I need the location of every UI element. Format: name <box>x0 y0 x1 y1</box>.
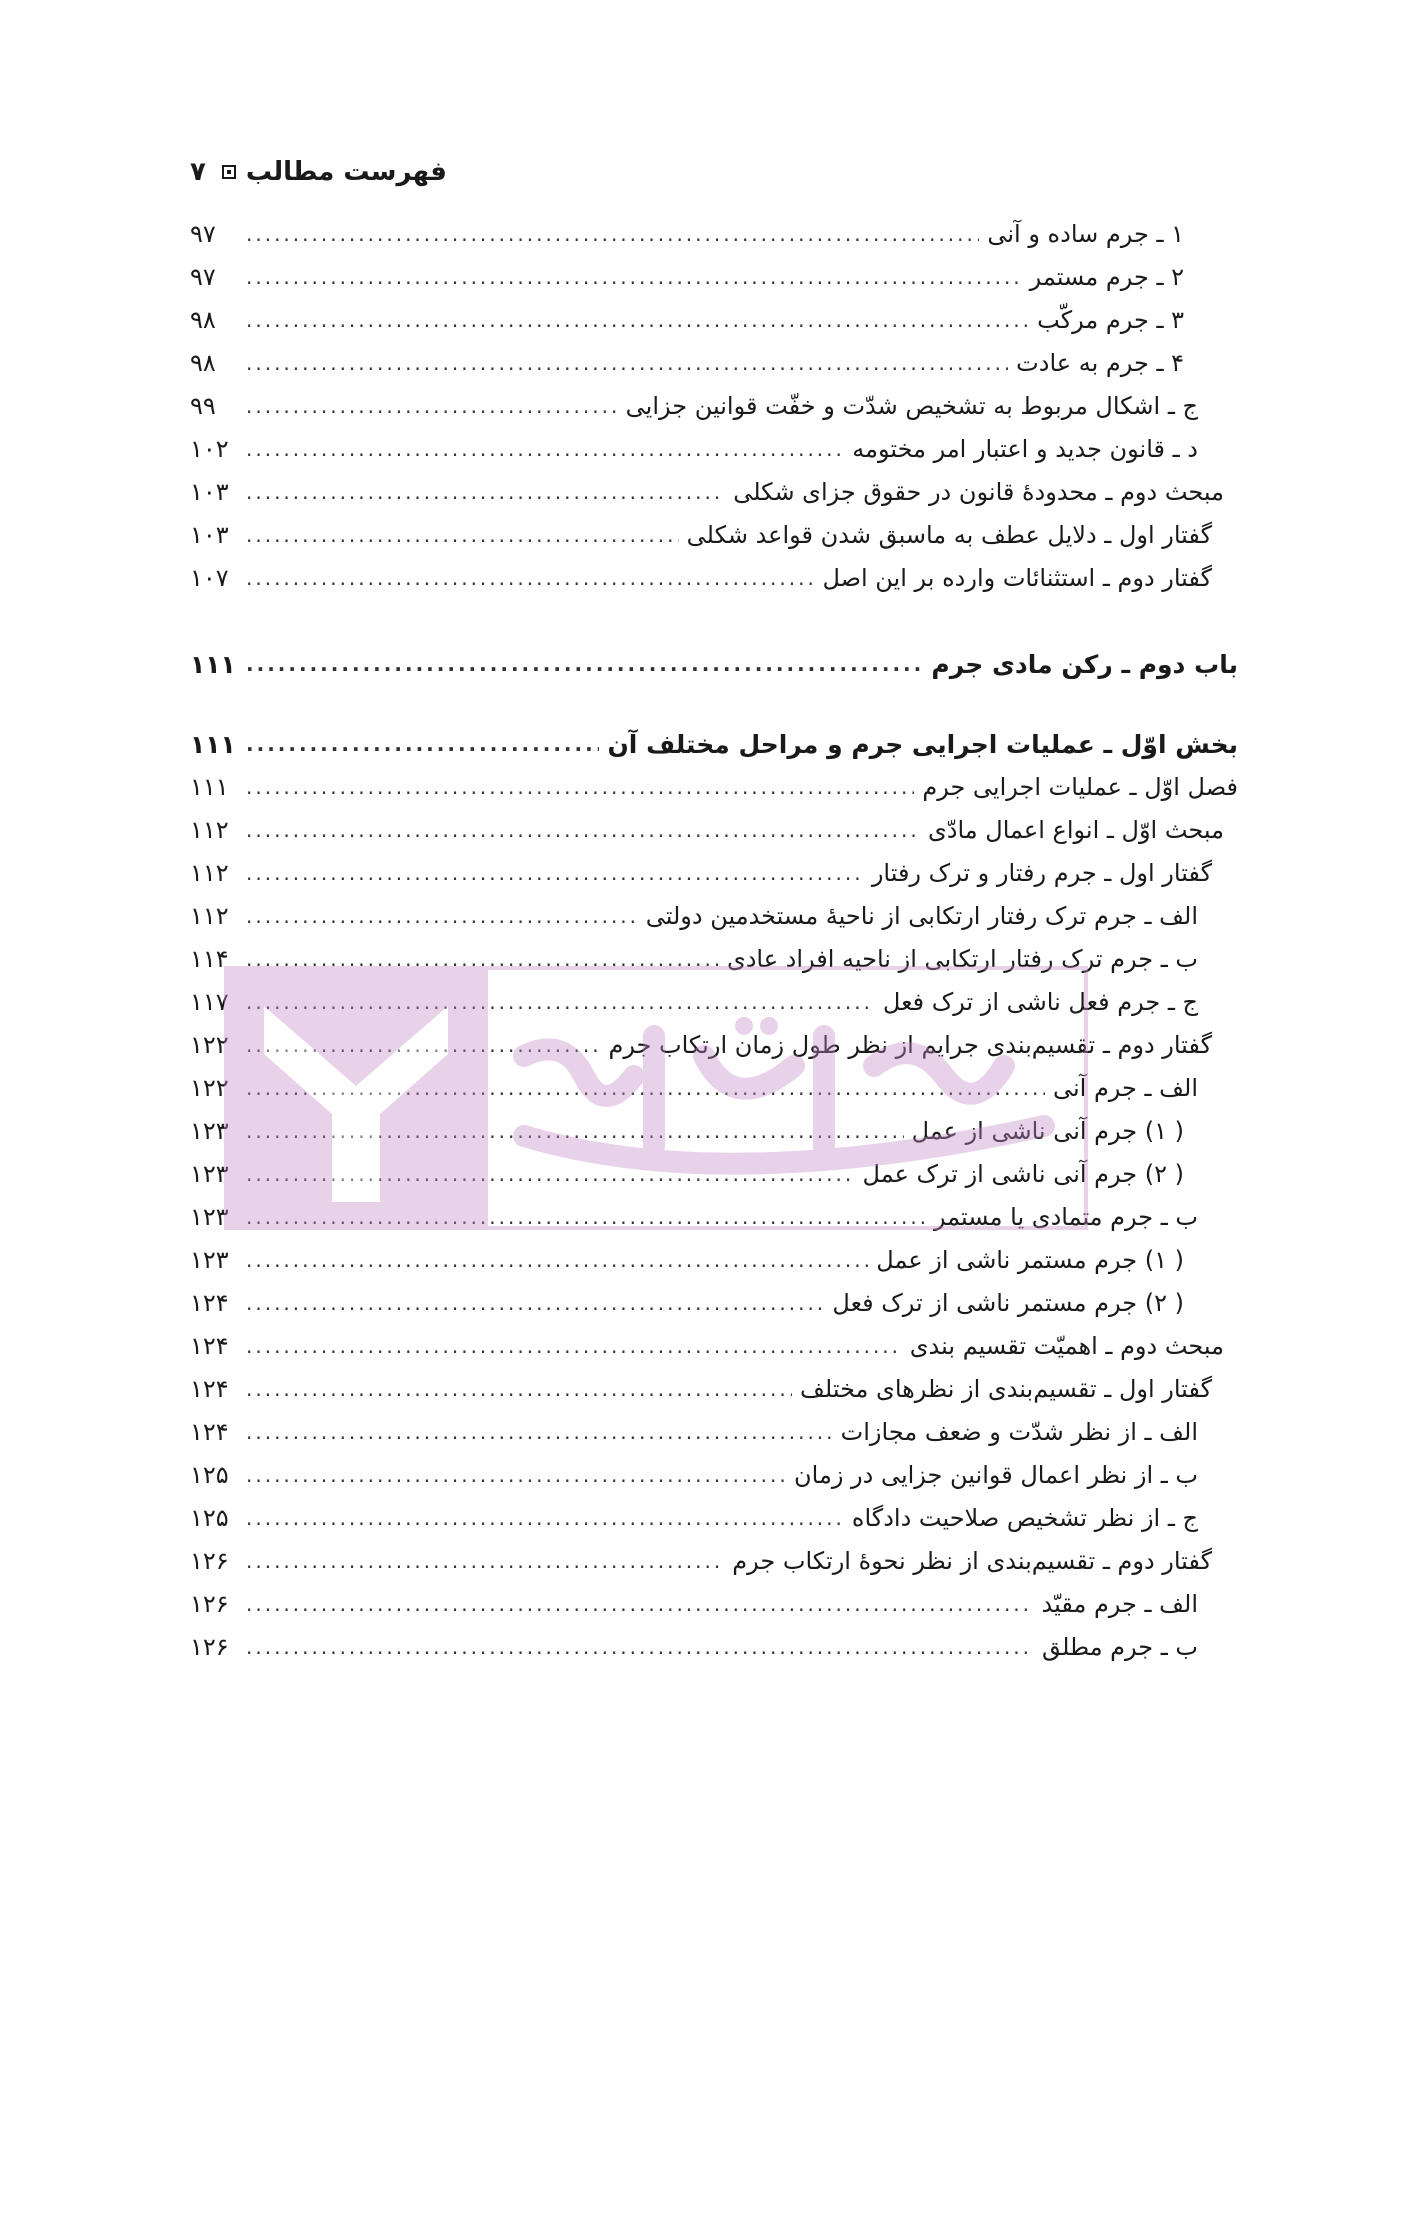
toc-entry-page: ۱۲۳ <box>190 1203 229 1231</box>
toc-entry-page: ۱۱۲ <box>190 816 229 844</box>
toc-entry-label: گفتار دوم ـ تقسیم‌بندی از نظر نحوهٔ ارتکاب جرم <box>732 1547 1212 1575</box>
toc-entry[interactable] <box>190 851 1212 895</box>
toc-entry[interactable] <box>190 1066 1198 1110</box>
toc-entry-label: ج ـ اشکال مربوط به تشخیص شدّت و خفّت قوانین جزایی <box>625 392 1198 420</box>
toc-entry-label: گفتار اول ـ تقسیم‌بندی از نظرهای مختلف <box>800 1375 1212 1403</box>
toc-entry-page: ۱۲۶ <box>190 1633 229 1661</box>
toc-entry-label: الف ـ جرم ترک رفتار ارتکابی از ناحیهٔ مستخدمین دولتی <box>645 902 1198 930</box>
toc-entry[interactable] <box>190 298 1184 342</box>
toc-entry-page: ۱۰۷ <box>190 564 229 592</box>
toc-entry-page: ۱۲۴ <box>190 1289 229 1317</box>
toc-entry[interactable] <box>190 808 1224 852</box>
toc-entry-page: ۹۷ <box>190 220 216 248</box>
toc-entry[interactable] <box>190 1625 1198 1669</box>
toc-entry-label: الف ـ جرم مقیّد <box>1041 1590 1198 1618</box>
toc-entry[interactable] <box>190 1453 1198 1497</box>
toc-entry-label: ب ـ از نظر اعمال قوانین جزایی در زمان <box>794 1461 1198 1489</box>
toc-leader-dots <box>246 1549 724 1573</box>
toc-entry-label: مبحث دوم ـ محدودهٔ قانون در حقوق جزای شکلی <box>733 478 1224 506</box>
toc-entry[interactable] <box>190 255 1184 299</box>
toc-entry-label: ج ـ جرم فعل ناشی از ترک فعل <box>882 988 1198 1016</box>
toc-entry-label: باب دوم ـ رکن مادی جرم <box>931 649 1238 679</box>
toc-entry[interactable] <box>190 765 1238 809</box>
toc-entry-label: ۴ ـ جرم به عادت <box>1016 349 1184 377</box>
toc-entry-page: ۱۱۲ <box>190 902 229 930</box>
toc-entry-label: مبحث دوم ـ اهمیّت تقسیم بندی <box>909 1332 1224 1360</box>
toc-leader-dots <box>246 818 920 842</box>
toc-leader-dots <box>246 1033 600 1057</box>
toc-leader-dots <box>246 1076 1045 1100</box>
toc-leader-dots <box>246 1635 1034 1659</box>
toc-entry-page: ۹۸ <box>190 306 216 334</box>
toc-leader-dots <box>246 394 618 418</box>
toc-entry[interactable] <box>190 427 1198 471</box>
toc-entry[interactable] <box>190 722 1238 766</box>
toc-entry[interactable] <box>190 513 1212 557</box>
toc-entry[interactable] <box>190 1410 1198 1454</box>
toc-entry[interactable] <box>190 937 1198 981</box>
toc-entry[interactable] <box>190 1324 1224 1368</box>
toc-leader-dots <box>246 566 814 590</box>
toc-entry[interactable] <box>190 1238 1184 1282</box>
toc-entry-page: ۱۱۱ <box>190 729 236 759</box>
toc-entry-label: ( ۲) جرم مستمر ناشی از ترک فعل <box>832 1289 1184 1317</box>
toc-leader-dots <box>246 308 1029 332</box>
toc-entry-label: ج ـ از نظر تشخیص صلاحیت دادگاه <box>851 1504 1198 1532</box>
toc-entry-page: ۱۲۳ <box>190 1246 229 1274</box>
toc-entry-page: ۱۱۲ <box>190 859 229 887</box>
toc-entry-page: ۱۲۶ <box>190 1590 229 1618</box>
toc-entry[interactable] <box>190 1496 1198 1540</box>
toc-entry-label: ب ـ جرم ترک رفتار ارتکابی از ناحیه افراد عادی <box>726 945 1198 973</box>
toc-entry[interactable] <box>190 894 1198 938</box>
toc-entry-label: ب ـ جرم مطلق <box>1042 1633 1198 1661</box>
toc-leader-dots <box>246 1162 855 1186</box>
toc-leader-dots <box>246 861 864 885</box>
toc-entry-label: ۱ ـ جرم ساده و آنی <box>987 220 1184 248</box>
toc-leader-dots <box>246 1119 904 1143</box>
toc-entry-label: ۲ ـ جرم مستمر <box>1029 263 1184 291</box>
toc-entry-label: د ـ قانون جدید و اعتبار امر مختومه <box>852 435 1198 463</box>
header-page-number: ۷ <box>190 157 206 187</box>
toc-entry[interactable] <box>190 1109 1184 1153</box>
toc-entry-label: فصل اوّل ـ عملیات اجرایی جرم <box>922 773 1238 801</box>
toc-entry[interactable] <box>190 1281 1184 1325</box>
toc-entry-page: ۱۱۴ <box>190 945 229 973</box>
toc-leader-dots <box>246 351 1008 375</box>
toc-entry-page: ۱۲۴ <box>190 1332 229 1360</box>
toc-entry-page: ۱۱۱ <box>190 649 236 679</box>
toc-leader-dots <box>246 1377 792 1401</box>
toc-entry[interactable] <box>190 1152 1184 1196</box>
toc-leader-dots <box>246 265 1022 289</box>
toc-entry-page: ۱۱۱ <box>190 773 229 801</box>
toc-entry[interactable] <box>190 341 1184 385</box>
toc-entry[interactable] <box>190 1367 1212 1411</box>
toc-entry[interactable] <box>190 556 1212 600</box>
toc-entry-label: گفتار دوم ـ استثنائات وارده بر این اصل <box>822 564 1212 592</box>
toc-leader-dots <box>246 652 923 676</box>
toc-entry-page: ۱۱۷ <box>190 988 229 1016</box>
toc-leader-dots <box>246 947 719 971</box>
toc-entry-page: ۱۰۳ <box>190 521 229 549</box>
toc-entry-page: ۱۲۲ <box>190 1031 229 1059</box>
toc-entry-page: ۱۲۶ <box>190 1547 229 1575</box>
toc-entry-page: ۹۷ <box>190 263 216 291</box>
toc-entry-page: ۱۲۳ <box>190 1160 229 1188</box>
toc-leader-dots <box>246 1248 868 1272</box>
toc-entry[interactable] <box>190 1539 1212 1583</box>
toc-entry[interactable] <box>190 1582 1198 1626</box>
toc-entry-page: ۱۰۲ <box>190 435 229 463</box>
toc-leader-dots <box>246 1506 844 1530</box>
toc-leader-dots <box>246 437 844 461</box>
toc-leader-dots <box>246 480 725 504</box>
toc-entry[interactable] <box>190 470 1224 514</box>
toc-entry[interactable] <box>190 1195 1198 1239</box>
toc-leader-dots <box>246 1334 902 1358</box>
toc-entry[interactable] <box>190 212 1184 256</box>
toc-entry-label: الف ـ از نظر شدّت و ضعف مجازات <box>840 1418 1198 1446</box>
toc-entry-page: ۱۲۵ <box>190 1504 229 1532</box>
toc-entry-label: ب ـ جرم متمادی یا مستمر <box>933 1203 1198 1231</box>
toc-entry-label: الف ـ جرم آنی <box>1052 1074 1198 1102</box>
toc-entry-label: مبحث اوّل ـ انواع اعمال مادّی <box>927 816 1224 844</box>
toc-leader-dots <box>246 222 979 246</box>
header-title: فهرست مطالب <box>245 157 447 187</box>
toc-entry[interactable] <box>190 980 1198 1024</box>
toc-leader-dots <box>246 775 914 799</box>
toc-leader-dots <box>246 1291 824 1315</box>
toc-entry[interactable] <box>190 642 1238 686</box>
toc-entry-page: ۱۲۴ <box>190 1375 229 1403</box>
toc-entry[interactable] <box>190 1023 1212 1067</box>
toc-entry-page: ۱۲۳ <box>190 1117 229 1145</box>
toc-leader-dots <box>246 1420 833 1444</box>
toc-entry-label: بخش اوّل ـ عملیات اجرایی جرم و مراحل مختلف آن <box>607 729 1238 759</box>
toc-entry-page: ۹۹ <box>190 392 216 420</box>
toc-entry-label: ( ۲) جرم آنی ناشی از ترک عمل <box>862 1160 1184 1188</box>
toc-leader-dots <box>246 523 679 547</box>
toc-entry[interactable] <box>190 384 1198 428</box>
toc-entry-page: ۱۲۴ <box>190 1418 229 1446</box>
toc-leader-dots <box>246 904 638 928</box>
toc-entry-page: ۱۰۳ <box>190 478 229 506</box>
toc-entry-label: ( ۱) جرم آنی ناشی از عمل <box>911 1117 1184 1145</box>
toc-entry-label: گفتار اول ـ جرم رفتار و ترک رفتار <box>871 859 1212 887</box>
toc-leader-dots <box>246 1463 786 1487</box>
toc-entry-page: ۹۸ <box>190 349 216 377</box>
toc-leader-dots <box>246 732 599 756</box>
toc-leader-dots <box>246 1205 926 1229</box>
toc-entry-label: ۳ ـ جرم مرکّب <box>1037 306 1184 334</box>
toc-entry-page: ۱۲۲ <box>190 1074 229 1102</box>
toc-entry-page: ۱۲۵ <box>190 1461 229 1489</box>
toc-entry-label: گفتار اول ـ دلایل عطف به ماسبق شدن قواعد شکلی <box>686 521 1212 549</box>
toc-entry-label: گفتار دوم ـ تقسیم‌بندی جرایم از نظر طول زمان ارتکاب جرم <box>608 1031 1212 1059</box>
toc-leader-dots <box>246 990 875 1014</box>
toc-entry-label: ( ۱) جرم مستمر ناشی از عمل <box>876 1246 1184 1274</box>
toc-leader-dots <box>246 1592 1033 1616</box>
